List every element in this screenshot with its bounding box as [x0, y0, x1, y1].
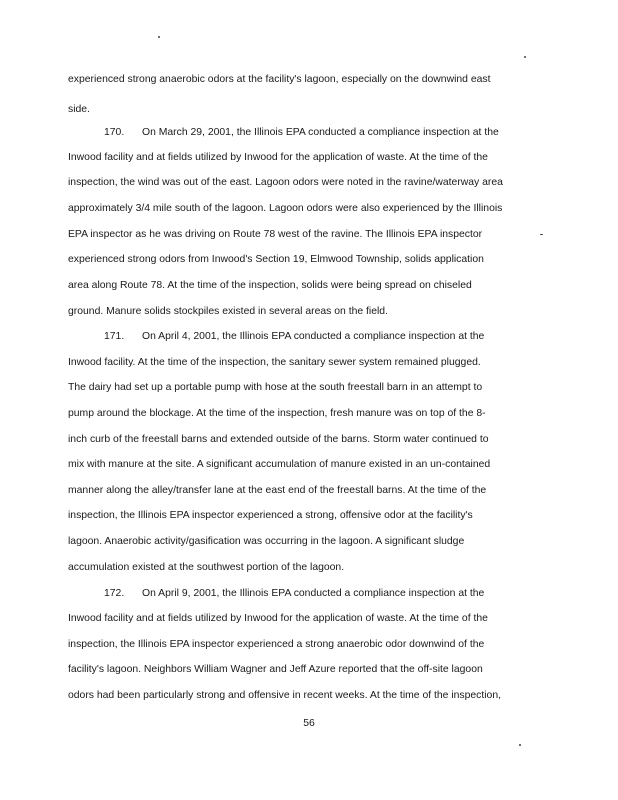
text-line: Inwood facility. At the time of the inspection, the sanitary sewer system remained plugged. [68, 357, 481, 368]
text-line: On April 9, 2001, the Illinois EPA conducted a compliance inspection at the [142, 588, 485, 599]
paragraph-170-first-line [68, 126, 548, 139]
text-line: inspection, the Illinois EPA inspector experienced a strong anaerobic odor downwind of the [68, 639, 485, 650]
text-line: inspection, the wind was out of the east. Lagoon odors were noted in the ravine/waterway area [68, 177, 503, 188]
text-line: accumulation existed at the southwest portion of the lagoon. [68, 562, 345, 573]
text-line: pump around the blockage. At the time of the inspection, fresh manure was on top of the 8- [68, 408, 486, 419]
paragraph-172-first-line [68, 587, 548, 600]
text-line: ground. Manure solids stockpiles existed in several areas on the field. [68, 306, 388, 317]
scan-speck [519, 744, 521, 746]
text-line: inspection, the Illinois EPA inspector experienced a strong, offensive odor at the facility's [68, 510, 473, 521]
text-line: inch curb of the freestall barns and extended outside of the barns. Storm water continued to [68, 434, 489, 445]
text-line: The dairy had set up a portable pump with hose at the south freestall barn in an attempt to [68, 382, 483, 393]
text-line: Inwood facility and at fields utilized by Inwood for the application of waste. At the time of the [68, 613, 488, 624]
text-line: experienced strong odors from Inwood's Section 19, Elmwood Township, solids application [68, 254, 484, 265]
text-line: On April 4, 2001, the Illinois EPA conducted a compliance inspection at the [142, 331, 485, 342]
paragraph-number: 170. [104, 127, 125, 138]
page-number: 56 [303, 718, 315, 729]
paragraph-171-first-line [68, 330, 548, 343]
text-line: approximately 3/4 mile south of the lagoon. Lagoon odors were also experienced by the Illinois [68, 203, 503, 214]
scan-speck [158, 36, 160, 38]
text-line: side. [68, 104, 90, 115]
text-line: area along Route 78. At the time of the inspection, solids were being spread on chiseled [68, 280, 472, 291]
text-line: On March 29, 2001, the Illinois EPA conducted a compliance inspection at the [142, 127, 499, 138]
paragraph-number: 171. [104, 331, 125, 342]
text-line: EPA inspector as he was driving on Route 78 west of the ravine. The Illinois EPA inspector [68, 229, 483, 240]
scan-speck [524, 56, 526, 58]
text-line: Inwood facility and at fields utilized by Inwood for the application of waste. At the time of the [68, 152, 488, 163]
text-line: lagoon. Anaerobic activity/gasification was occurring in the lagoon. A significant sludge [68, 536, 465, 547]
text-line: odors had been particularly strong and offensive in recent weeks. At the time of the inspection, [68, 690, 502, 701]
paragraph-number: 172. [104, 588, 125, 599]
text-line: experienced strong anaerobic odors at the facility's lagoon, especially on the downwind east [68, 74, 491, 85]
text-line: facility's lagoon. Neighbors William Wagner and Jeff Azure reported that the off-site lagoon [68, 664, 483, 675]
text-line: manner along the alley/transfer lane at the east end of the freestall barns. At the time of the [68, 485, 487, 496]
text-line: mix with manure at the site. A significant accumulation of manure existed in an un-contained [68, 459, 491, 470]
